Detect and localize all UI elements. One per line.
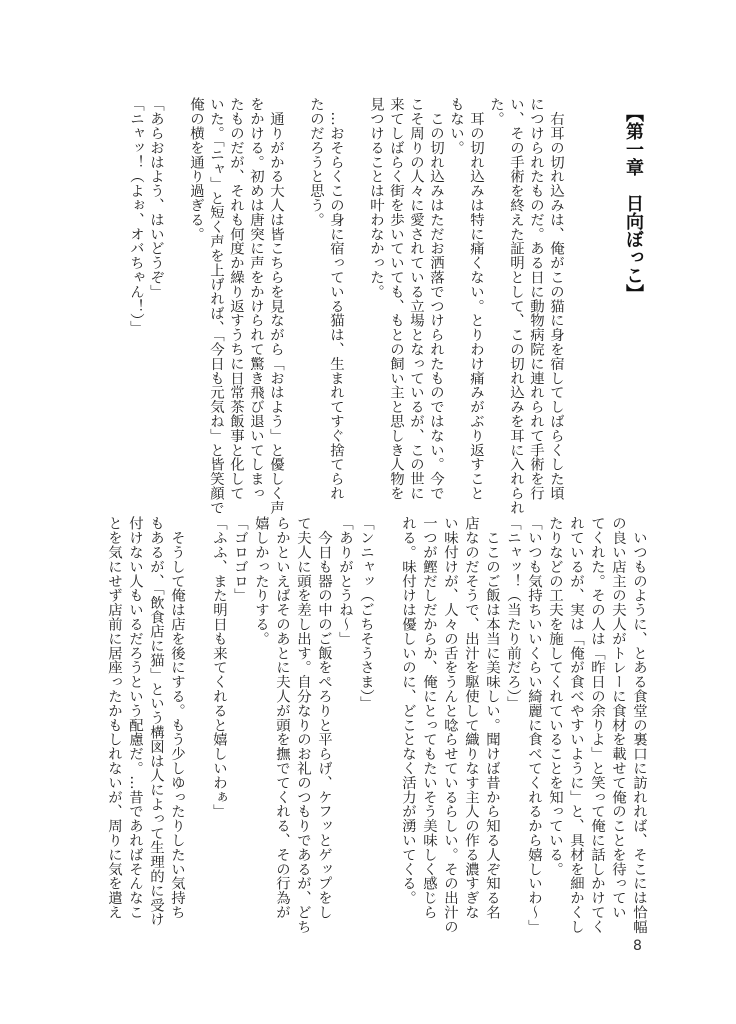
text-line: 「ニャッ！（当たり前だろ）」 (505, 516, 521, 711)
text-line: た。 (488, 97, 504, 126)
text-line: れているが、実は「俺が食べやすいように」と、具材を細かくし (568, 516, 584, 934)
text-line: 「あらおはよう、はいどうぞ」 (148, 97, 164, 299)
text-line: 一つが鰹だしだからか、俺にとってもたいそう美味しく感じら (421, 516, 437, 920)
text-line: たものだが、それも何度か繰り返すうちに日常茶飯事と化して (228, 97, 244, 501)
text-line: 付けない人もいるだろうという配慮だ。…昔であればそんなこ (127, 516, 143, 920)
text-line: いた。「ニャ」と短く声を上げれば、「今日も元気ね」と皆笑顔で (208, 97, 224, 515)
text-line: もあるが、「飲食店に猫」という構図は人によって生理的に受け (148, 516, 164, 927)
text-line: 「ありがとうね〜」 (337, 516, 353, 646)
text-line: の良い店主の夫人がトレーに食材を載せて俺のことを待ってい (610, 516, 626, 920)
text-line: 「いつも気持ちいいくらい綺麗に食べてくれるから嬉しいわ〜」 (526, 516, 542, 934)
text-line: 「ニャッ！（よぉ、オバちゃん！）」 (128, 97, 144, 335)
text-line: 右耳の切れ込みは、俺がこの猫に身を宿してしばらくした頃 (548, 97, 564, 501)
text-line: につけられたものだ。ある日に動物病院に連れられて手術を行 (528, 97, 544, 501)
text-line: 「ンニャッ（ごちそうさま）」 (358, 516, 374, 711)
text-line: 嬉しかったりする。 (253, 516, 269, 646)
text-line: て夫人に頭を差し出す。自分なりのお礼のつもりであるが、どち (295, 516, 311, 934)
text-line: そうして俺は店を後にする。もう少しゆったりしたい気持ち (169, 516, 185, 920)
text-line: 通りがかる大人は皆こちらを見ながら「おはよう」と優しく声 (268, 97, 284, 515)
text-line: たのだろうと思う。 (308, 97, 324, 227)
text-line: い、その手術を終えた証明として、この切れ込みを耳に入れられ (508, 97, 524, 515)
text-line: い味付けが、人々の舌をうんと唸らせているらしい。その出汁の (442, 516, 458, 934)
text-line: 「ふふ、また明日も来てくれると嬉しいわぁ」 (211, 516, 227, 819)
page-number: 8 (633, 938, 642, 954)
text-line: らかといえばそのあとに夫人が頭を撫でてくれる、その行為が (274, 516, 290, 920)
text-line: ここのご飯は本当に美味しい。聞けば昔から知る人ぞ知る名 (484, 516, 500, 920)
text-line: 耳の切れ込みは特に痛くない。とりわけ痛みがぶり返すこと (468, 97, 484, 501)
text-line: 俺の横を通り過ぎる。 (188, 97, 204, 241)
text-line: 見つけることは叶わなかった。 (368, 97, 384, 299)
text-line: こそ周りの人々に愛されている立場となっているが、この世に (408, 97, 424, 501)
text-line: をかける。初めは唐突に声をかけられて驚き飛び退いてしまっ (248, 97, 264, 501)
text-line: 今日も器の中のご飯をぺろりと平らげ、ケフッとゲップをし (316, 516, 332, 920)
text-line: 店なのだそうで、出汁を駆使して織りなす主人の作る濃すぎな (463, 516, 479, 920)
text-line: てくれた。その人は「昨日の余りよ」と笑って俺に話しかけてく (589, 516, 605, 934)
text-line: …おそらくこの身に宿っている猫は、生まれてすぐ捨てられ (328, 97, 344, 501)
text-line: たりなどの工夫を施してくれていることを知っている。 (547, 516, 563, 876)
text-line: とを気にせず店前に居座ったかもしれないが、周りに気を遣え (106, 516, 122, 920)
chapter-heading: 【第一章 日向ぼっこ】 (623, 104, 644, 302)
text-line: いつものように、とある食堂の裏口に訪れれば、そこには恰幅 (631, 516, 647, 934)
text-line: れる。味付けは優しいのに、どことなく活力が湧いてくる。 (400, 516, 416, 905)
text-line: この切れ込みはただお洒落でつけられたものではない。今で (428, 97, 444, 501)
text-line: もない。 (448, 97, 464, 155)
text-line: 「ゴロゴロ」 (232, 516, 248, 603)
text-line: 来てしばらく街を歩いていても、もとの飼い主と思しき人物を (388, 97, 404, 501)
